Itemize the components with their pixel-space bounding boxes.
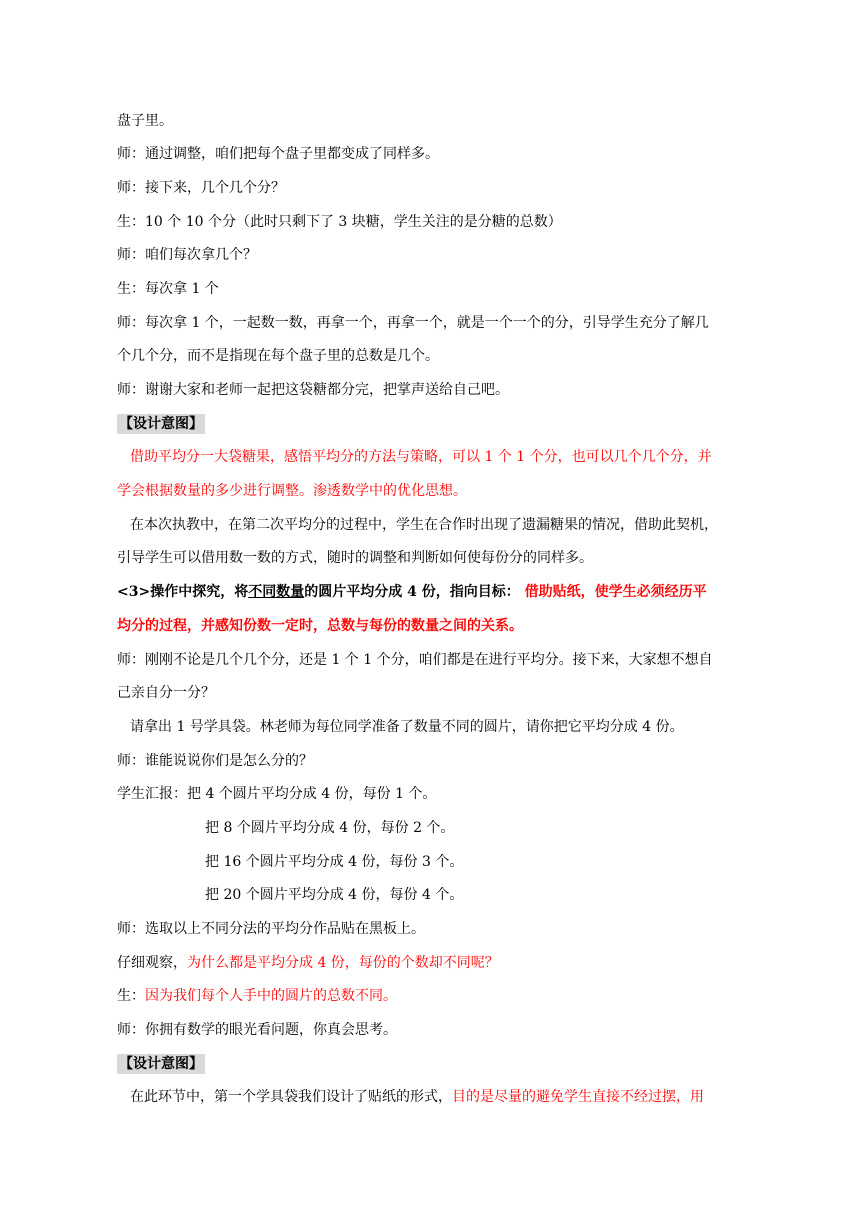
text-line [117, 954, 772, 972]
design-intent-heading [117, 415, 772, 433]
section-heading-part: 的圆片平均分成 4 份，指向目标： [304, 584, 520, 600]
text-line: 师：通过调整，咱们把每个盘子里都变成了同样多。 [117, 146, 439, 162]
section-heading-underline: 不同数量 [248, 584, 305, 600]
section-heading-part: <3>操作中探究，将 [117, 584, 249, 600]
text-part-highlight: 为什么都是平均分成 4 份，每份的个数却不同呢？ [187, 955, 499, 971]
text-part: 生： [117, 988, 145, 1004]
design-intent-tag: 【设计意图】 [119, 416, 203, 432]
text-line: 把 8 个圆片平均分成 4 份，每份 2 个。 [205, 820, 455, 836]
text-line: 学生汇报：把 4 个圆片平均分成 4 份，每份 1 个。 [117, 786, 437, 802]
text-line: 师：刚刚不论是几个几个分，还是 1 个 1 个分，咱们都是在进行平均分。接下来，大家想不想自 [117, 652, 713, 668]
text-line-highlight: 借助平均分一大袋糖果，感悟平均分的方法与策略，可以 1 个 1 个分，也可以几个几个分，并 [130, 449, 712, 465]
text-line: 师：每次拿 1 个，一起数一数，再拿一个，再拿一个，就是一个一个的分，引导学生充分了解几 [117, 315, 709, 331]
text-line: 师：接下来，几个几个分？ [117, 180, 285, 196]
text-line: 个几个分，而不是指现在每个盘子里的总数是几个。 [117, 348, 439, 364]
text-part-highlight: 目的是尽量的避免学生直接不经过摆，用 [452, 1089, 704, 1105]
text-part-highlight: 因为我们每个人手中的圆片的总数不同。 [145, 988, 397, 1004]
text-line: 生：每次拿 1 个 [117, 281, 219, 297]
text-line: 引导学生可以借用数一数的方式，随时的调整和判断如何使每份分的同样多。 [117, 550, 593, 566]
section-heading-goal: 借助贴纸，使学生必须经历平 [524, 584, 707, 600]
text-line: 把 20 个圆片平均分成 4 份，每份 4 个。 [205, 887, 464, 903]
text-line: 生：10 个 10 个分（此时只剩下了 3 块糖，学生关注的是分糖的总数） [117, 214, 562, 230]
text-part: 仔细观察， [117, 955, 187, 971]
text-line: 师：选取以上不同分法的平均分作品贴在黑板上。 [117, 921, 425, 937]
text-line: 把 16 个圆片平均分成 4 份，每份 3 个。 [205, 854, 464, 870]
text-line [130, 1088, 785, 1106]
text-line: 师：咱们每次拿几个？ [117, 247, 257, 263]
section-heading-goal-cont: 均分的过程，并感知份数一定时，总数与每份的数量之间的关系。 [117, 618, 523, 634]
text-part: 在此环节中，第一个学具袋我们设计了贴纸的形式， [130, 1089, 452, 1105]
design-intent-heading [117, 1055, 772, 1073]
text-line [117, 987, 772, 1005]
text-line-highlight: 学会根据数量的多少进行调整。渗透数学中的优化思想。 [117, 483, 467, 499]
design-intent-tag: 【设计意图】 [119, 1056, 203, 1072]
text-line: 盘子里。 [117, 113, 173, 129]
text-line: 师：谁能说说你们是怎么分的？ [117, 753, 313, 769]
text-line: 在本次执教中，在第二次平均分的过程中，学生在合作时出现了遗漏糖果的情况，借助此契机， [130, 517, 718, 533]
text-line: 请拿出 1 号学具袋。林老师为每位同学准备了数量不同的圆片，请你把它平均分成 4 份。 [130, 719, 684, 735]
text-line: 师：谢谢大家和老师一起把这袋糖都分完，把掌声送给自己吧。 [117, 382, 509, 398]
section-heading [117, 583, 772, 601]
text-line: 己亲自分一分？ [117, 685, 215, 701]
text-line: 师：你拥有数学的眼光看问题，你真会思考。 [117, 1022, 397, 1038]
